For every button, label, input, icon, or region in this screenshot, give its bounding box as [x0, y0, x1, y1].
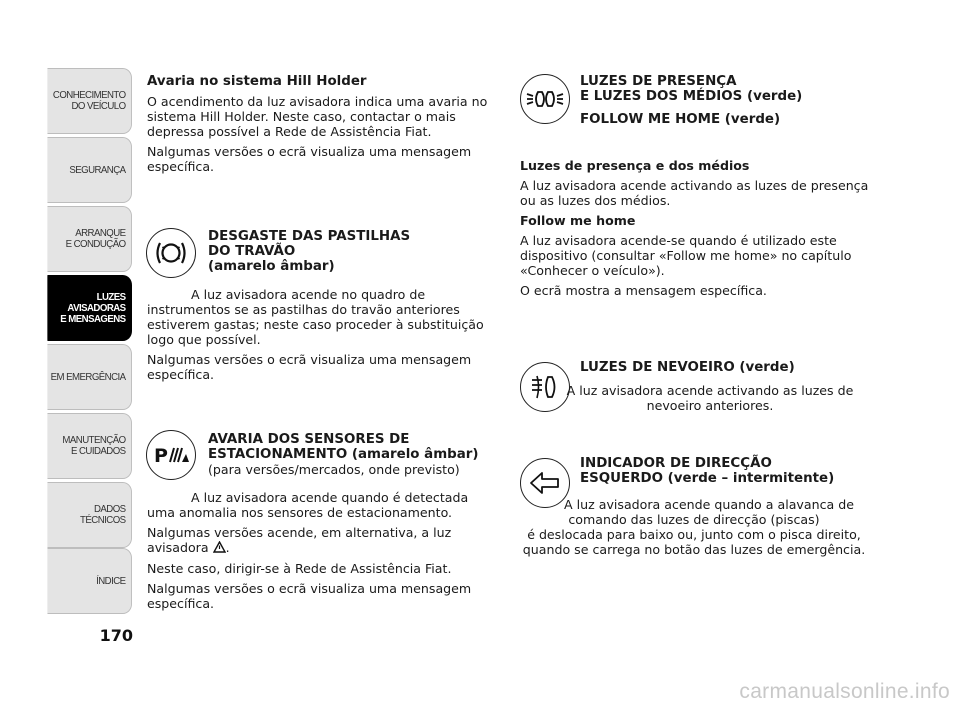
parking-sensor-text: A luz avisadora acende quando é detectada uma anomalia nos sensores de estacionamento. — [147, 490, 469, 520]
svg-text:P: P — [154, 445, 168, 467]
hill-holder-message: Nalgumas versões o ecrã visualiza uma mensagem específica. — [147, 144, 472, 174]
brake-pad-title-1: DESGASTE DAS PASTILHAS — [208, 229, 411, 244]
follow-me-home-title: FOLLOW ME HOME (verde) — [580, 112, 781, 127]
position-lights-message: O ecrã mostra a mensagem específica. — [520, 283, 767, 298]
hill-holder-text: O acendimento da luz avisadora indica uma avaria no sistema Hill Holder. Neste caso, contactar o mais depressa possível a Rede de Assistência Fiat. — [147, 94, 488, 139]
turn-indicator-text-1: A luz avisadora acende quando a alavanca de — [564, 497, 854, 512]
brake-pad-message: Nalgumas versões o ecrã visualiza uma mensagem específica. — [147, 352, 472, 382]
brake-pad-text: A luz avisadora acende no quadro de instrumentos se as pastilhas do travão anteriores estiverem gastas; neste caso proceder à substituição logo que possível. — [147, 287, 484, 347]
turn-indicator-text-3: é deslocada para baixo ou, junto com o pisca direito, — [527, 527, 861, 542]
warning-triangle-icon — [213, 541, 226, 556]
parking-sensor-icon — [146, 430, 196, 480]
follow-me-home-subtitle: Follow me home — [520, 213, 636, 228]
brake-pad-title-3: (amarelo âmbar) — [208, 259, 335, 274]
parking-sensor-alt: Nalgumas versões acende, em alternativa, a luz avisadora . — [147, 525, 452, 555]
brake-pad-title-2: DO TRAVÃO — [208, 244, 296, 259]
parking-sensor-title-2: ESTACIONAMENTO (amarelo âmbar) — [208, 447, 479, 462]
tab-seguranca[interactable]: SEGURANÇA — [47, 137, 132, 203]
follow-me-home-text: A luz avisadora acende-se quando é utilizado este dispositivo (consultar «Follow me home» no capítulo «Conhecer o veículo»). — [520, 233, 852, 278]
hill-holder-title: Avaria no sistema Hill Holder — [147, 74, 367, 89]
tab-arranque[interactable]: ARRANQUE E CONDUÇÃO — [47, 206, 132, 272]
tab-emergencia[interactable]: EM EMERGÊNCIA — [47, 344, 132, 410]
position-lights-subtitle: Luzes de presença e dos médios — [520, 158, 750, 173]
tab-indice[interactable]: ÍNDICE — [47, 548, 132, 614]
turn-indicator-text-4: quando se carrega no botão das luzes de emergência. — [522, 542, 866, 557]
turn-indicator-title-2: ESQUERDO (verde – intermitente) — [580, 471, 835, 486]
parking-sensor-title-1: AVARIA DOS SENSORES DE — [208, 432, 410, 447]
position-lights-title-2: E LUZES DOS MÉDIOS (verde) — [580, 89, 803, 104]
turn-indicator-text-2: comando das luzes de direcção (piscas) — [568, 512, 820, 527]
fog-lights-text-2: nevoeiro anteriores. — [646, 398, 774, 413]
parking-sensor-contact: Neste caso, dirigir-se à Rede de Assistência Fiat. — [147, 561, 452, 576]
tab-dados-tecnicos[interactable]: DADOS TÉCNICOS — [47, 482, 132, 548]
position-lights-title-1: LUZES DE PRESENÇA — [580, 74, 737, 89]
parking-sensor-message: Nalgumas versões o ecrã visualiza uma mensagem específica. — [147, 581, 472, 611]
position-lights-icon — [520, 74, 570, 124]
position-lights-text: A luz avisadora acende activando as luzes de presença ou as luzes dos médios. — [520, 178, 869, 208]
parking-sensor-title-3: (para versões/mercados, onde previsto) — [208, 462, 460, 477]
page-number: 170 — [99, 626, 133, 645]
tab-conhecimento[interactable]: CONHECIMENTO DO VEÍCULO — [47, 68, 132, 134]
turn-indicator-title-1: INDICADOR DE DIRECÇÃO — [580, 456, 772, 471]
brake-pad-wear-icon — [146, 228, 196, 278]
fog-lights-title: LUZES DE NEVOEIRO (verde) — [580, 360, 795, 375]
tab-manutencao[interactable]: MANUTENÇÃO E CUIDADOS — [47, 413, 132, 479]
watermark: carmanualsonline.info — [739, 680, 950, 703]
tab-luzes-avisadoras[interactable]: LUZES AVISADORAS E MENSAGENS — [47, 275, 132, 341]
fog-lights-text-1: A luz avisadora acende activando as luzes de — [566, 383, 854, 398]
